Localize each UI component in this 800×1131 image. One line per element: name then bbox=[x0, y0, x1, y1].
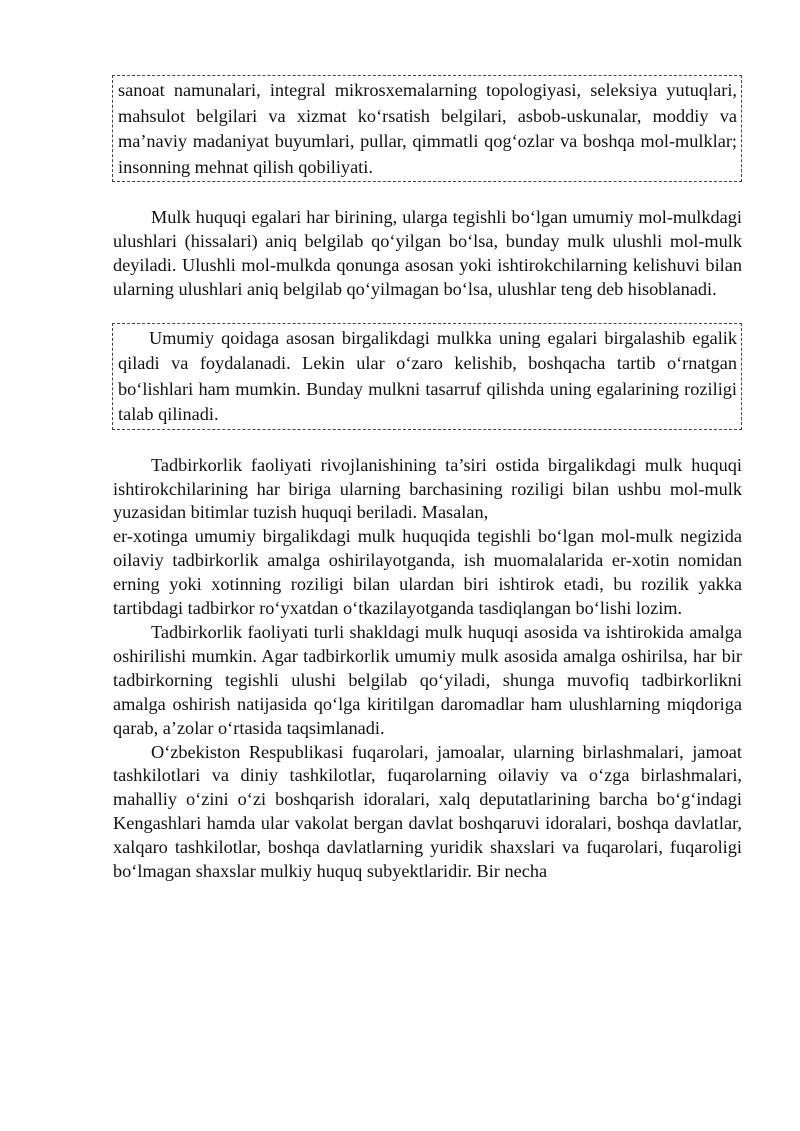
highlight-box-joint-property bbox=[112, 323, 742, 430]
box-text: Umumiy qoidaga asosan birgalikdagi mulkka uning egalari birgalashib egalik qiladi va foydalanadi. Lekin ular o‘zaro kelishib, boshqacha tartib o‘rnatgan bo‘lishlari ham mumkin. Bunday mulkni tasarruf qilishda uning egalarining roziligi talab qilinadi. bbox=[118, 327, 737, 425]
paragraph-spouses-example: er-xotinga umumiy birgalikdagi mulk huquqida tegishli bo‘lgan mol-mulk negizida oilaviy tadbirkorlik amalga oshirilayotganda, ish muomalalarida er-xotin nomidan erning yoki xotinning roziligi bilan ulardan biri ishtirok etadi, bu rozilik yakka tartibdagi tadbirkor ro‘yxatdan o‘tkazilayotganda tasdiqlangan bo‘lishi lozim. bbox=[113, 526, 742, 619]
highlight-box-property-list bbox=[112, 75, 742, 182]
document-page bbox=[113, 75, 742, 884]
box-text: sanoat namunalari, integral mikrosxemalarning topologiyasi, seleksiya yutuqlari, mahsulot belgilari va xizmat ko‘rsatish belgilari, asbob-uskunalar, moddiy va ma’naviy madaniyat buyumlari, pullar, qimmatli qog‘ozlar va boshqa mol-mulklar; insonning mehnat qilish qobiliyati. bbox=[118, 80, 737, 177]
paragraph-shared-property: Mulk huquqi egalari har birining, ularga tegishli bo‘lgan umumiy mol-mulkdagi ulushlari (hissalari) aniq belgilab qo‘yilgan bo‘lsa, bunday mulk ulushli mol-mulk deyiladi. Ulushli mol-mulkda qonunga asosan yoki ishtirokchilarning kelishuvi bilan ularning ulushlari aniq belgilab qo‘yilmagan bo‘lsa, ulushlar teng deb hisoblanadi. bbox=[113, 207, 742, 299]
paragraph-entrepreneurship-forms: Tadbirkorlik faoliyati turli shakldagi mulk huquqi asosida va ishtirokida amalga oshirilishi mumkin. Agar tadbirkorlik umumiy mulk asosida amalga oshirilsa, har bir tadbirkorning tegishli ulushi belgilab qo‘yiladi, shunga muvofiq tadbirkorlikni amalga oshirish natijasida qo‘lga kiritilgan daromadlar ham ulushlarning miqdoriga qarab, a’zolar o‘rtasida taqsimlanadi. bbox=[113, 621, 742, 738]
paragraph-entrepreneurship-intro: Tadbirkorlik faoliyati rivojlanishining ta’siri ostida birgalikdagi mulk huquqi ishtirokchilarining har biriga ularning barchasining roziligi bilan ushbu mol-mulk yuzasidan bitimlar tuzish huquqi beriladi. Masalan, bbox=[113, 454, 742, 523]
paragraph-property-subjects: O‘zbekiston Respublikasi fuqarolari, jamoalar, ularning birlashmalari, jamoat tashkilotlari va diniy tashkilotlar, fuqarolarning oilaviy va o‘zga birlashmalari, mahalliy o‘zini o‘zi boshqarish idoralari, xalq deputatlarining barcha bo‘g‘indagi Kengashlari hamda ular vakolat bergan davlat boshqaruvi idoralari, boshqa davlatlar, xalqaro tashkilotlar, boshqa davlatlarning yuridik shaxslari va fuqarolari, fuqaroligi bo‘lmagan shaxslar mulkiy huquq subyektlaridir. Bir necha bbox=[113, 741, 742, 882]
